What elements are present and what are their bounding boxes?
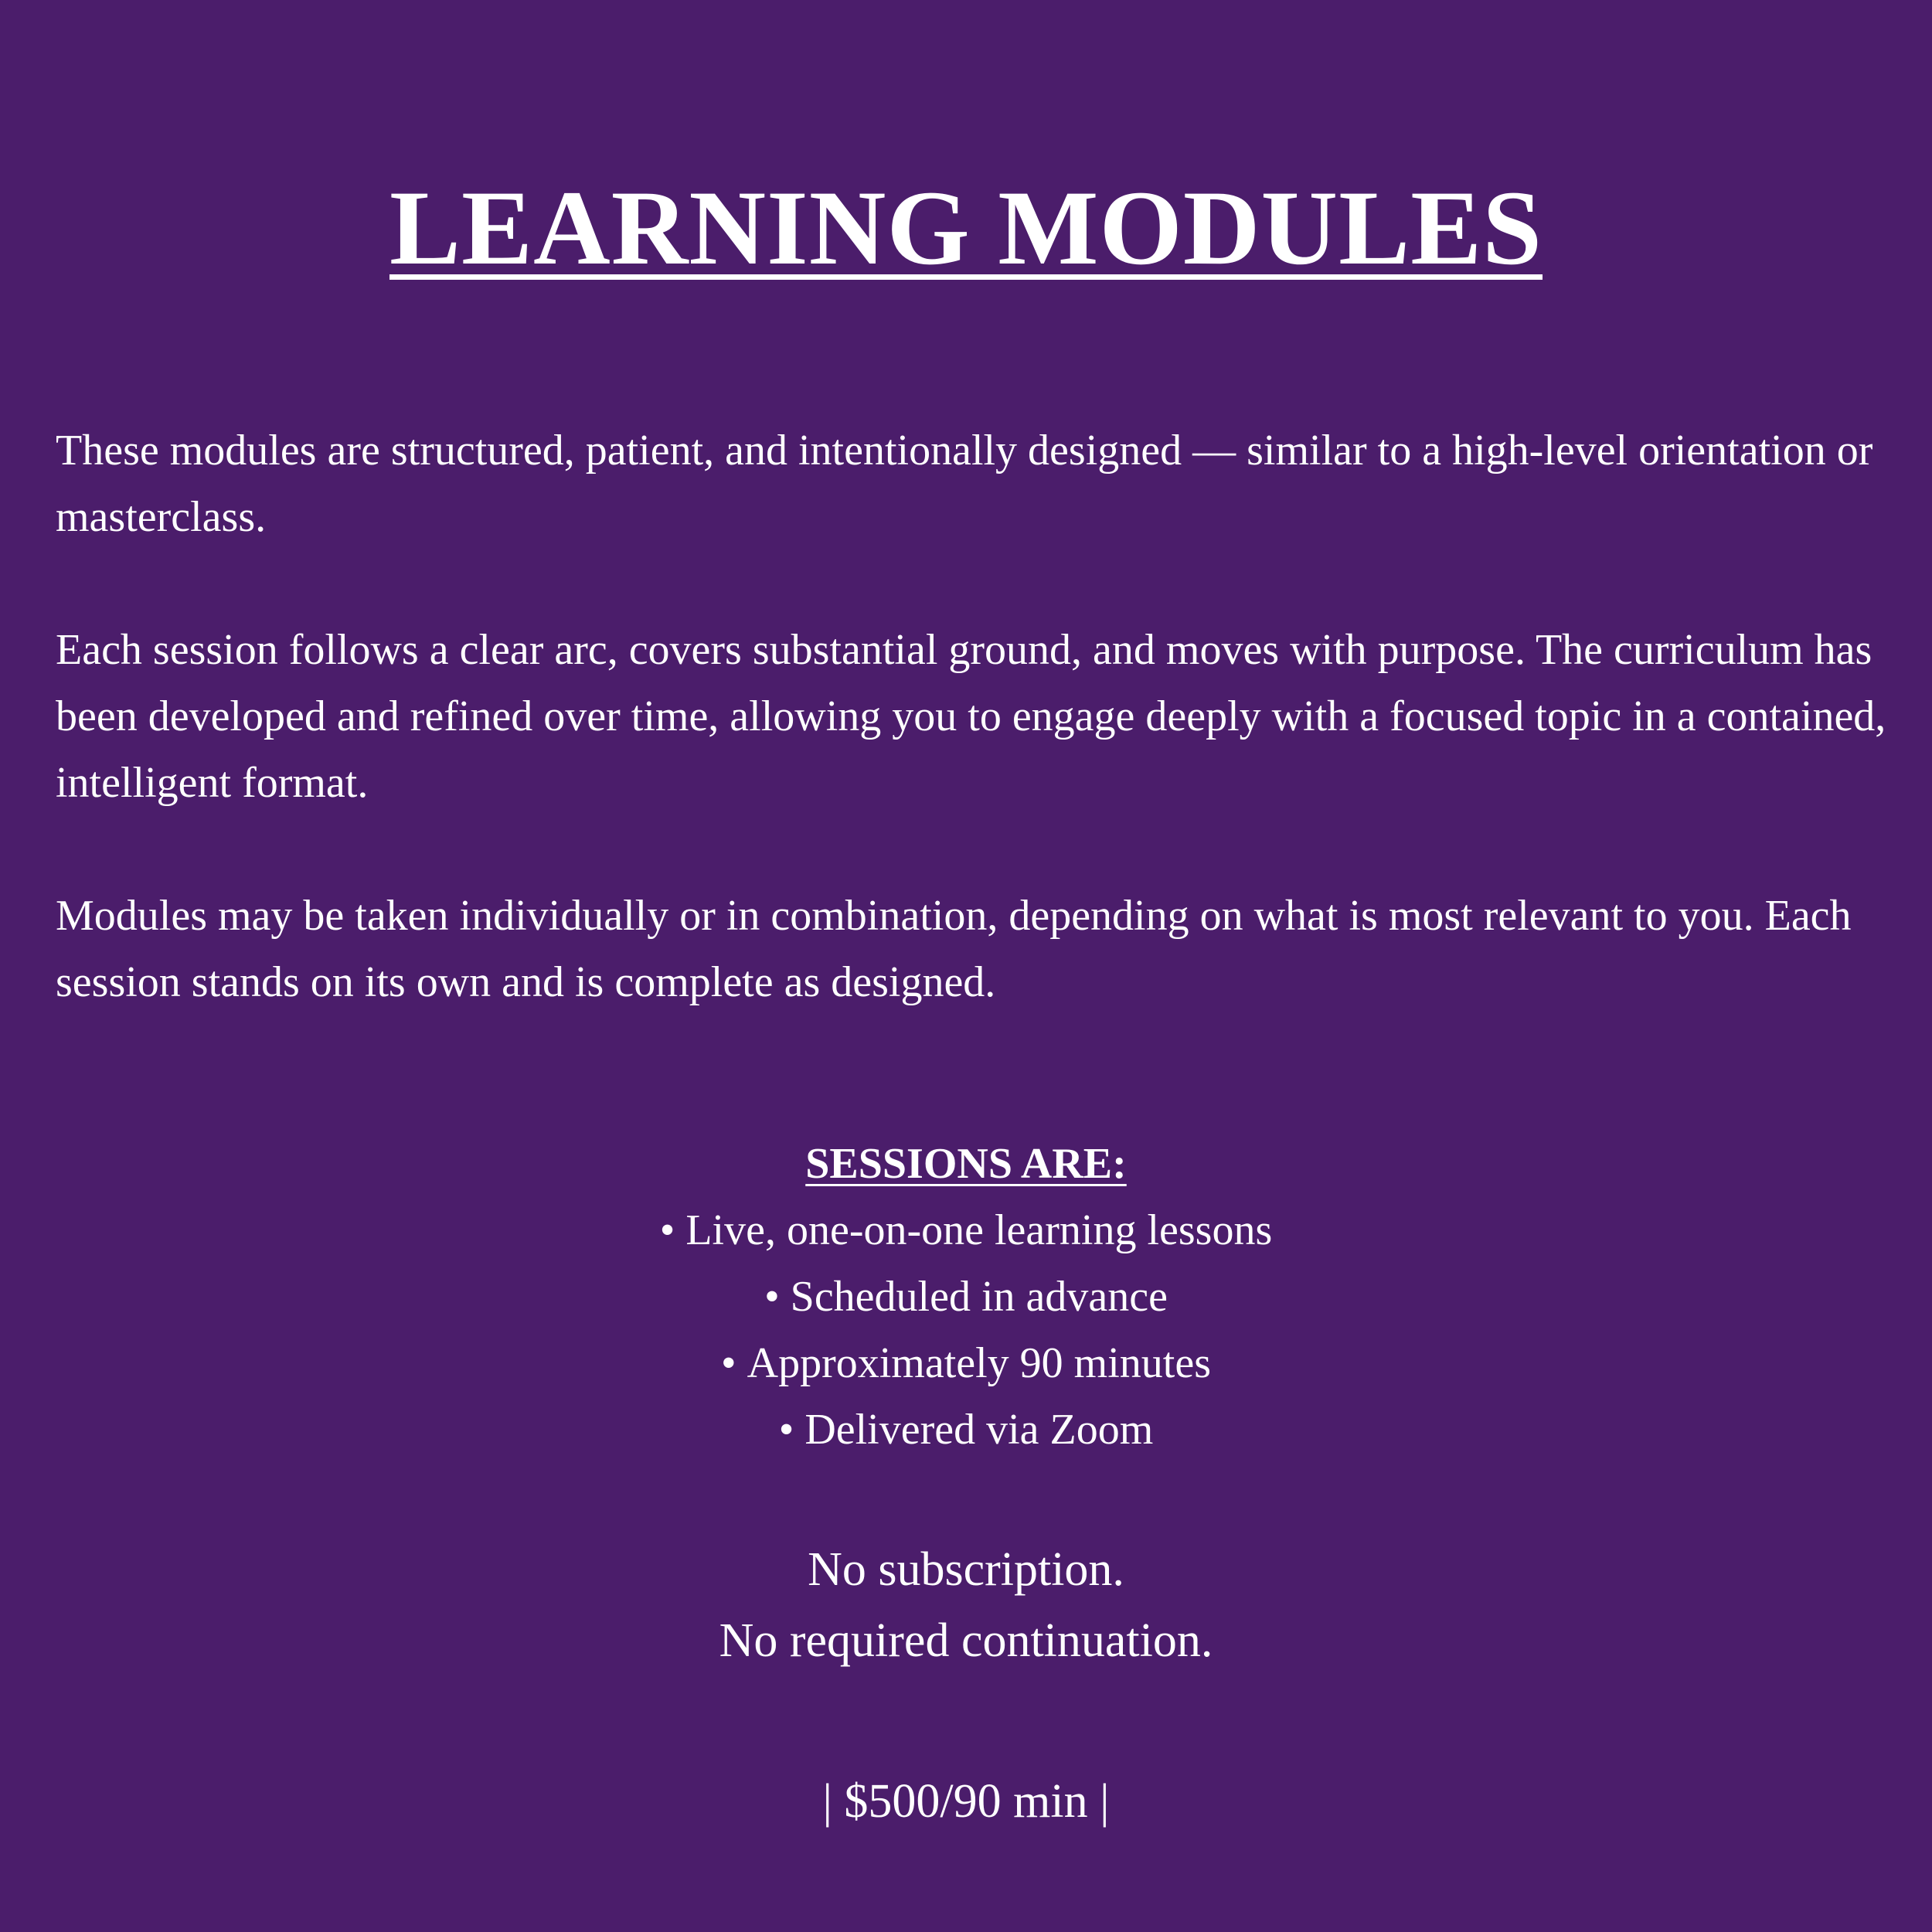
intro-paragraph-modules: Modules may be taken individually or in combination, depending on what is most relevant to you. Each session stands on its own and is complete as designed.	[56, 892, 1852, 1006]
sessions-section	[0, 1131, 1932, 1463]
list-item: • Scheduled in advance	[0, 1264, 1932, 1330]
intro-section	[56, 417, 1887, 1082]
intro-paragraph-structure: These modules are structured, patient, and intentionally designed — similar to a high-level orientation or masterclass.	[56, 427, 1873, 541]
no-continuation-text: No required continuation.	[719, 1614, 1213, 1667]
list-item: • Delivered via Zoom	[0, 1396, 1932, 1463]
intro-paragraph-arc: Each session follows a clear arc, covers substantial ground, and moves with purpose. The curriculum has been developed and refined over time, allowing you to engage deeply with a focused topic in a contained, intelligent format.	[56, 626, 1886, 807]
price-text: | $500/90 min |	[822, 1775, 1110, 1828]
terms-section	[0, 1534, 1932, 1676]
list-item: • Approximately 90 minutes	[0, 1330, 1932, 1396]
sessions-heading: SESSIONS ARE:	[805, 1140, 1127, 1188]
page-title: LEARNING MODULES	[389, 168, 1543, 287]
sessions-list	[0, 1197, 1932, 1463]
list-item: • Live, one-on-one learning lessons	[0, 1197, 1932, 1264]
no-subscription-text: No subscription.	[808, 1543, 1124, 1596]
